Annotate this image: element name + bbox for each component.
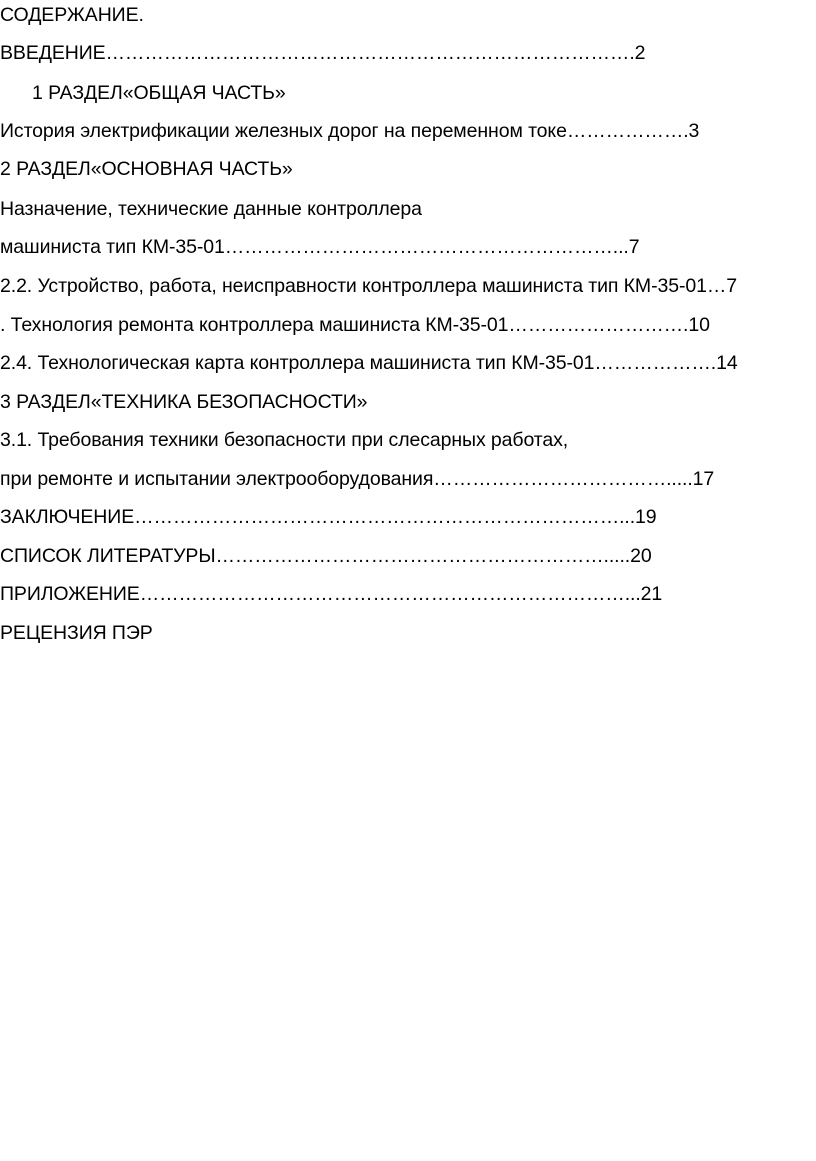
toc-entry-section-2: 2 РАЗДЕЛ«ОСНОВНАЯ ЧАСТЬ» <box>0 158 293 180</box>
toc-entry-section-3: 3 РАЗДЕЛ«ТЕХНИКА БЕЗОПАСНОСТИ» <box>0 391 368 413</box>
toc-entry-2-2: 2.2. Устройство, работа, неисправности контроллера машиниста тип КМ-35-01…7 <box>0 275 737 297</box>
toc-entry-conclusion: ЗАКЛЮЧЕНИЕ…………………………………………………………………...19 <box>0 506 657 528</box>
toc-entry-2-4: 2.4. Технологическая карта контроллера машиниста тип КМ-35-01……………….14 <box>0 352 738 374</box>
toc-entry-appendix: ПРИЛОЖЕНИЕ…………………………………………………………………...21 <box>0 583 663 605</box>
toc-entry-bibliography: СПИСОК ЛИТЕРАТУРЫ…………………………………………………….....20 <box>0 545 652 567</box>
toc-entry-review: РЕЦЕНЗИЯ ПЭР <box>0 622 153 644</box>
toc-entry-3-1-cont: при ремонте и испытании электрооборудования……………………………….....17 <box>0 468 715 490</box>
toc-entry-purpose: Назначение, технические данные контроллера <box>0 198 422 220</box>
toc-entry-repair-technology: . Технология ремонта контроллера машиниста КМ-35-01……………………….10 <box>0 314 710 336</box>
toc-entry-purpose-cont: машиниста тип КМ-35-01……………………………………………………...7 <box>0 236 640 258</box>
document-title: СОДЕРЖАНИЕ. <box>0 4 144 26</box>
toc-entry-section-1: 1 РАЗДЕЛ«ОБЩАЯ ЧАСТЬ» <box>32 82 286 104</box>
toc-entry-3-1: 3.1. Требования техники безопасности при слесарных работах, <box>0 429 569 451</box>
toc-entry-introduction: ВВЕДЕНИЕ……………………………………………………………………….2 <box>0 42 646 64</box>
toc-entry-history: История электрификации железных дорог на переменном токе……………….3 <box>0 120 700 142</box>
